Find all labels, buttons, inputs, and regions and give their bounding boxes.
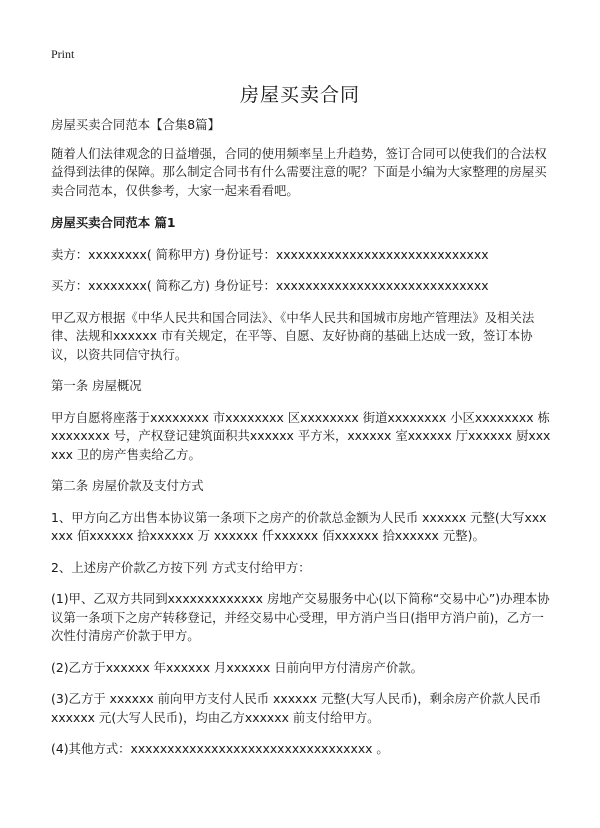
- payment-option-1: (1)甲、乙双方共同到xxxxxxxxxxxxx 房地产交易服务中心(以下简称“交易中心”)办理本协议第一条项下之房产转移登记，并经交易中心受理，甲方消户当日(指甲方消户前)，乙方一次性付清房产价款于甲方。: [51, 591, 550, 643]
- payment-option-3: (3)乙方于 xxxxxx 前向甲方支付人民币 xxxxxx 元整(大写人民币)，剩余房产价款人民币 xxxxxx 元(大写人民币)，均由乙方xxxxxx 前支付给甲方。: [51, 691, 542, 725]
- collection-heading: 房屋买卖合同范本【合集8篇】: [51, 117, 220, 132]
- print-label: Print: [51, 47, 75, 61]
- article1-title: 第一条 房屋概况: [51, 378, 142, 393]
- payment-option-2: (2)乙方于xxxxxx 年xxxxxx 月xxxxxx 日前向甲方付清房产价款。: [51, 659, 423, 675]
- document-body: [51, 116, 551, 759]
- section-heading: 房屋买卖合同范本 篇1: [51, 215, 176, 230]
- agreement-basis-paragraph: 甲乙双方根据《中华人民共和国合同法》、《中华人民共和国城市房地产管理法》及相关法律、法规和xxxxxx 市有关规定，在平等、自愿、友好协商的基础上达成一致，签订本协议，以资共同信守执行。: [51, 309, 535, 362]
- article2-title: 第二条 房屋价款及支付方式: [51, 478, 204, 493]
- article1-body: 甲方自愿将座落于xxxxxxxx 市xxxxxxxx 区xxxxxxxx 街道xxxxxxxx 小区xxxxxxxx 栋xxxxxxxx 号，产权登记建筑面积共xxxxxx 平方米，xxxxxx 室xxxxxx 厅xxxxxx 厨xxxxxx 卫的房产售卖给乙方。: [51, 409, 551, 462]
- document-title: 房屋买卖合同: [239, 84, 360, 106]
- payment-option-4: (4)其他方式：xxxxxxxxxxxxxxxxxxxxxxxxxxxxxxxxx 。: [51, 741, 389, 756]
- intro-paragraph: 随着人们法律观念的日益增强，合同的使用频率呈上升趋势，签订合同可以使我们的合法权益得到法律的保障。那么制定合同书有什么需要注意的呢？下面是小编为大家整理的房屋买卖合同范本，仅供参考，大家一起来看看吧。: [51, 145, 547, 198]
- clause-2: 2、上述房产价款乙方按下列 方式支付给甲方：: [51, 559, 311, 575]
- clause-1: 1、甲方向乙方出售本协议第一条项下之房产的价款总金额为人民币 xxxxxx 元整(大写xxxxxx 佰xxxxxx 拾xxxxxx 万 xxxxxx 仟xxxxxx 佰xxxxxx 拾xxxxxx 元整)。: [51, 509, 547, 543]
- buyer-line: 买方：xxxxxxxx( 简称乙方) 身份证号：xxxxxxxxxxxxxxxxxxxxxxxxxxxxx: [51, 278, 489, 293]
- seller-line: 卖方：xxxxxxxx( 简称甲方) 身份证号：xxxxxxxxxxxxxxxxxxxxxxxxxxxxx: [51, 246, 489, 262]
